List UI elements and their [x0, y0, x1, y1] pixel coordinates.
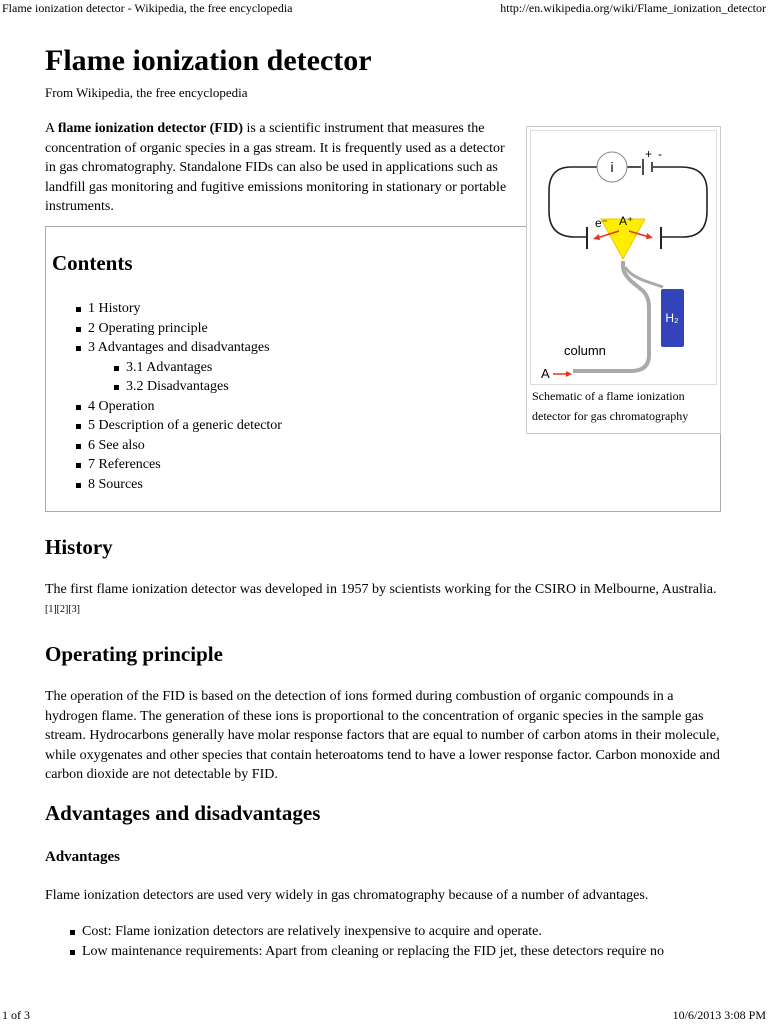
intro-rest: is a scientific instrument that measures the concentration of organic species in a gas stream. It is frequently used as a detector in gas chromatography. Standalone FIDs can also be used in applications such as landfill gas monitoring and fugitive emissions monitoring in stationary or portable instruments.: [45, 121, 507, 214]
toc-item-operation[interactable]: 4 Operation: [76, 397, 282, 417]
print-url[interactable]: http://en.wikipedia.org/wiki/Flame_ionization_detector: [500, 1, 766, 15]
electron-arrow-head: [593, 234, 600, 240]
column-label: column: [564, 343, 606, 358]
circuit-wire-right: [653, 167, 707, 237]
ammeter-label: i: [610, 159, 614, 175]
page-count: 1 of 3: [2, 1008, 30, 1022]
toc-title: Contents: [52, 251, 133, 275]
hydrogen-label: H₂: [665, 311, 679, 325]
operating-principle-paragraph: The operation of the FID is based on the detection of ions formed during combustion of organic compounds in a hydrogen flame. The generation of these ions is proportional to the concentration of organic species in the sample gas stream. Hydrocarbons generally have molar response factors that are equal to number of carbon atoms in their molecule, while oxygenates and other species that contain heteroatoms tend to have a lower response factor. Carbon monoxide and carbon dioxide are not detectable by FID.: [45, 689, 720, 782]
intro-paragraph: [45, 119, 507, 217]
battery-minus-label: -: [658, 147, 662, 161]
toc-item-sources[interactable]: 8 Sources: [76, 475, 282, 495]
toc-item-see-also[interactable]: 6 See also: [76, 436, 282, 456]
fid-schematic-svg: [531, 131, 716, 384]
advantages-heading: Advantages: [45, 849, 121, 865]
history-refs[interactable]: [1][2][3]: [45, 603, 80, 615]
electron-label: e⁻: [595, 216, 609, 230]
analyte-arrow-head: [566, 371, 572, 377]
toc-item-references[interactable]: 7 References: [76, 455, 282, 475]
advantages-list: [68, 922, 728, 961]
page-title: Flame ionization detector: [45, 44, 372, 77]
battery-plus-label: +: [645, 147, 653, 161]
cation-arrow-head: [646, 233, 653, 239]
history-paragraph: [45, 580, 725, 624]
advantages-disadvantages-heading: Advantages and disadvantages: [45, 801, 321, 825]
toc-item-advantages[interactable]: 3.1 Advantages: [114, 358, 282, 378]
toc-item-disadvantages[interactable]: 3.2 Disadvantages: [114, 377, 282, 397]
toc-item-generic-detector[interactable]: 5 Description of a generic detector: [76, 416, 282, 436]
list-item: Cost: Flame ionization detectors are relatively inexpensive to acquire and operate.: [68, 922, 728, 942]
toc-list: [76, 299, 282, 494]
print-timestamp: 10/6/2013 3:08 PM: [672, 1008, 766, 1022]
intro-pre: A: [45, 121, 58, 136]
circuit-wire-left: [549, 167, 597, 237]
history-heading: History: [45, 535, 113, 559]
history-text: The first flame ionization detector was developed in 1957 by scientists working for the CSIRO in Melbourne, Australia.: [45, 582, 717, 597]
advantages-paragraph: Flame ionization detectors are used very widely in gas chromatography because of a number of advantages.: [45, 888, 649, 903]
fid-schematic-image[interactable]: [530, 130, 717, 385]
operating-principle-heading: Operating principle: [45, 642, 223, 666]
tagline: From Wikipedia, the free encyclopedia: [45, 85, 248, 100]
toc-item-history[interactable]: 1 History: [76, 299, 282, 319]
cation-label: A⁺: [619, 214, 634, 228]
figure-caption: Schematic of a flame ionization detector for gas chromatography: [532, 389, 689, 423]
figure-thumbnail: [526, 126, 721, 434]
hydrogen-tube: [625, 267, 663, 287]
analyte-label: A: [541, 366, 550, 381]
toc-item-operating-principle[interactable]: 2 Operating principle: [76, 319, 282, 339]
toc-item-advantages-disadvantages[interactable]: 3 Advantages and disadvantages: [76, 338, 282, 358]
print-page-title: Flame ionization detector - Wikipedia, the free encyclopedia: [2, 1, 293, 15]
list-item: Low maintenance requirements: Apart from cleaning or replacing the FID jet, these detectors require no: [68, 942, 728, 962]
intro-bold-term: flame ionization detector (FID): [57, 121, 244, 136]
